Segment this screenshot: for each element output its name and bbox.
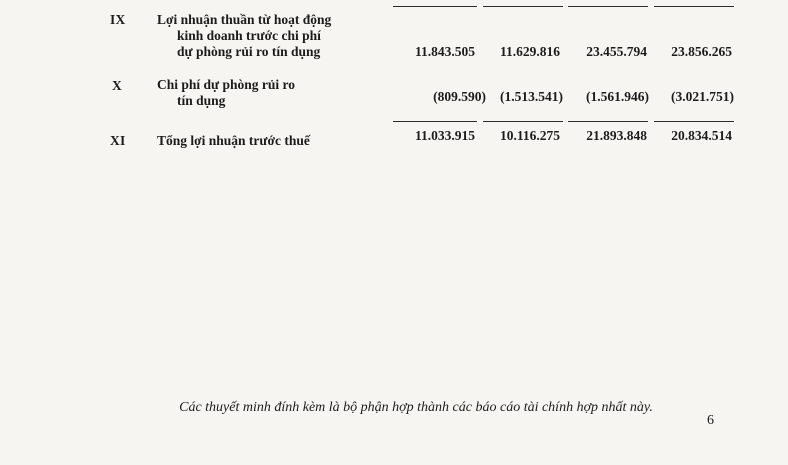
subtotal-rule-col1 bbox=[393, 121, 477, 122]
top-rule-col4 bbox=[654, 6, 734, 7]
row-value: 23.856.265 bbox=[671, 44, 732, 59]
row-numeral: IX bbox=[110, 12, 126, 27]
row-label bbox=[157, 133, 310, 149]
subtotal-rule-col2 bbox=[483, 121, 563, 122]
row-value: 11.629.816 bbox=[499, 44, 560, 59]
row-value: (1.561.946) bbox=[586, 89, 649, 104]
row-label-line: Lợi nhuận thuần từ hoạt động bbox=[157, 12, 332, 27]
top-rule-col1 bbox=[393, 6, 477, 7]
row-value: (3.021.751) bbox=[671, 89, 734, 104]
row-label-line: Chi phí dự phòng rủi ro bbox=[157, 77, 296, 92]
subtotal-rule-col3 bbox=[568, 121, 648, 122]
row-value: 20.834.514 bbox=[671, 128, 732, 143]
row-label-line: tín dụng bbox=[177, 93, 226, 108]
row-value: 10.116.275 bbox=[499, 128, 560, 143]
row-value: (809.590) bbox=[433, 89, 486, 104]
top-rule-col3 bbox=[568, 6, 648, 7]
row-value: 21.893.848 bbox=[586, 128, 647, 143]
page-number: 6 bbox=[707, 413, 714, 428]
row-value: 11.033.915 bbox=[414, 128, 475, 143]
row-label bbox=[157, 12, 331, 60]
footer-note: Các thuyết minh đính kèm là bộ phận hợp thành các báo cáo tài chính hợp nhất này. bbox=[179, 400, 653, 415]
row-value: 23.455.794 bbox=[586, 44, 647, 59]
subtotal-rule-col4 bbox=[654, 121, 734, 122]
row-label bbox=[157, 77, 295, 109]
row-label-line: Tổng lợi nhuận trước thuế bbox=[157, 133, 310, 148]
row-value: (1.513.541) bbox=[500, 89, 563, 104]
row-label-line: kinh doanh trước chi phí bbox=[177, 28, 321, 43]
top-rule-col2 bbox=[483, 6, 563, 7]
row-label-line: dự phòng rủi ro tín dụng bbox=[177, 44, 321, 59]
row-numeral: X bbox=[112, 78, 122, 93]
row-value: 11.843.505 bbox=[414, 44, 475, 59]
row-numeral: XI bbox=[110, 133, 126, 148]
